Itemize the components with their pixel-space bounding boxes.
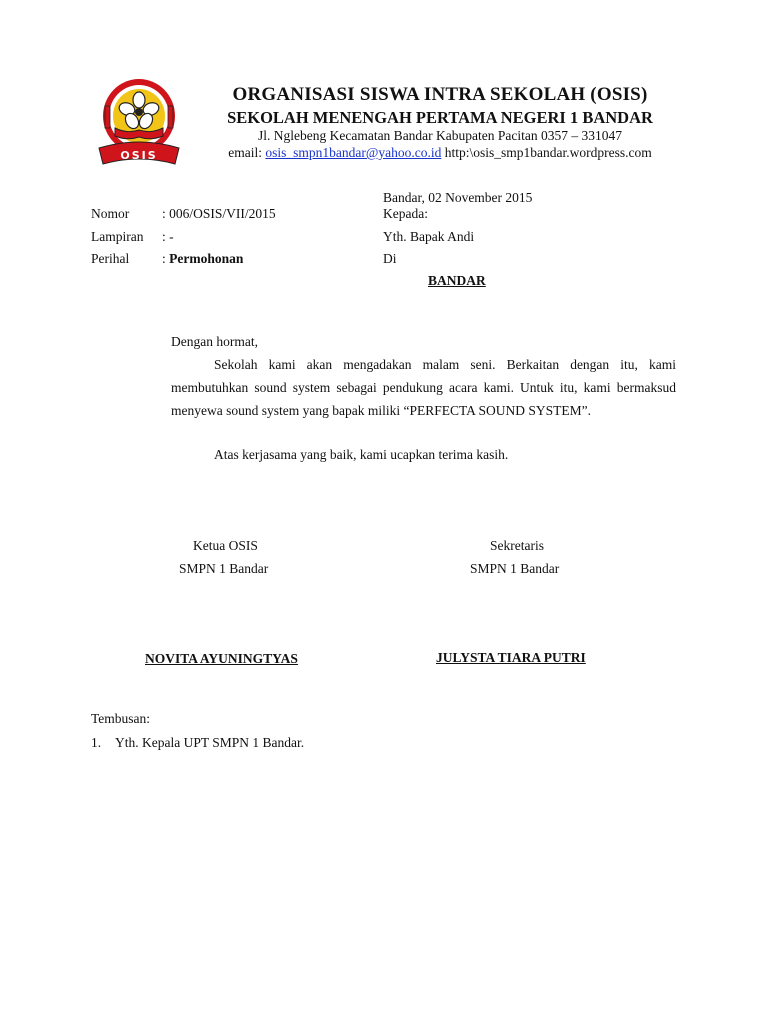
tembusan-label: Tembusan: xyxy=(91,711,151,726)
lampiran-value: : - xyxy=(162,229,174,244)
email-link[interactable]: osis_smpn1bandar@yahoo.co.id xyxy=(265,145,442,160)
osis-logo xyxy=(93,76,185,170)
closing-sentence: Atas kerjasama yang baik, kami ucapkan terima kasih. xyxy=(214,447,509,462)
body-paragraph: Sekolah kami akan mengadakan malam seni. Berkaitan dengan itu, kami membutuhkan sound system sebagai pendukung acara kami. Untuk itu, kami bermaksud menyewa sound system yang bapak miliki “PERFECTA SOUND SYSTEM”. xyxy=(171,357,676,418)
place-date: Bandar, 02 November 2015 xyxy=(383,190,533,205)
perihal-label: Perihal xyxy=(91,251,130,266)
org-title: ORGANISASI SISWA INTRA SEKOLAH (OSIS) xyxy=(232,84,648,105)
greeting: Dengan hormat, xyxy=(171,334,258,349)
lampiran-label: Lampiran xyxy=(91,229,144,244)
recipient-city: BANDAR xyxy=(428,273,486,288)
kepada-label: Kepada: xyxy=(383,206,428,221)
right-signer-title: Sekretaris xyxy=(490,538,544,553)
di-label: Di xyxy=(383,251,397,266)
website-text: http:\osis_smp1bandar.wordpress.com xyxy=(444,145,652,160)
school-address: Jl. Nglebeng Kecamatan Bandar Kabupaten Pacitan 0357 – 331047 xyxy=(257,128,623,143)
right-signer-org: SMPN 1 Bandar xyxy=(470,561,560,576)
left-signer-org: SMPN 1 Bandar xyxy=(179,561,269,576)
perihal-value xyxy=(162,251,243,267)
contact-line xyxy=(190,145,690,161)
logo-banner-text: OSIS xyxy=(120,149,158,162)
perihal-text: Permohonan xyxy=(169,251,244,266)
tembusan-item-number: 1. xyxy=(91,735,102,750)
right-signer-name: JULYSTA TIARA PUTRI xyxy=(436,650,586,665)
school-name: SEKOLAH MENENGAH PERTAMA NEGERI 1 BANDAR xyxy=(227,108,653,127)
email-label: email: xyxy=(228,145,263,160)
perihal-colon: : xyxy=(162,251,166,266)
nomor-label: Nomor xyxy=(91,206,130,221)
recipient: Yth. Bapak Andi xyxy=(383,229,475,244)
tembusan-item-text: Yth. Kepala UPT SMPN 1 Bandar. xyxy=(115,735,305,750)
nomor-value: : 006/OSIS/VII/2015 xyxy=(162,206,276,221)
left-signer-name: NOVITA AYUNINGTYAS xyxy=(145,651,298,666)
left-signer-title: Ketua OSIS xyxy=(193,538,258,553)
